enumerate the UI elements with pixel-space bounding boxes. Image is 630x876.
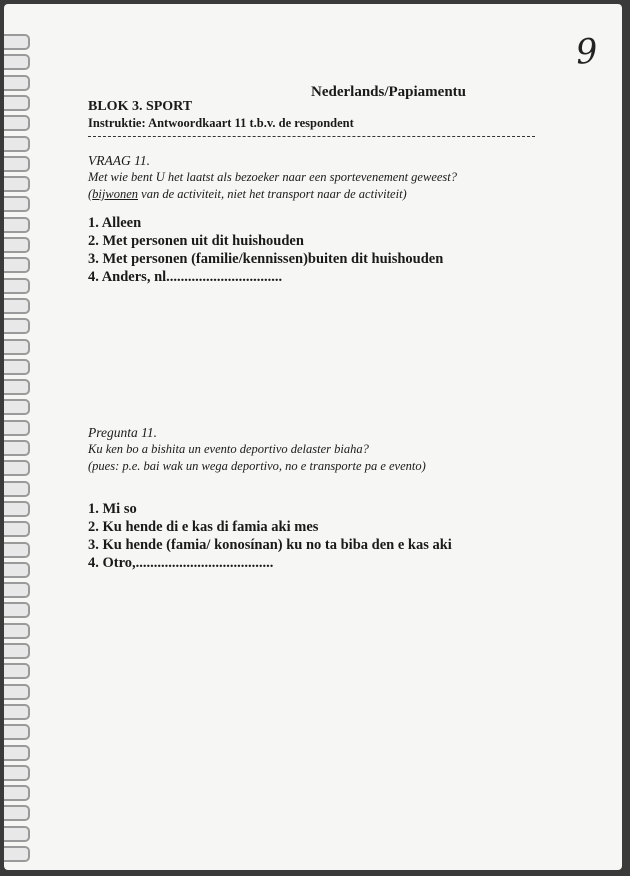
- binding-ring: [4, 562, 30, 578]
- binding-ring: [4, 501, 30, 517]
- binding-ring: [4, 440, 30, 456]
- option: 3. Met personen (familie/kennissen)buiten dit huishouden: [88, 251, 444, 267]
- binding-ring: [4, 54, 30, 70]
- binding-ring: [4, 826, 30, 842]
- binding-ring: [4, 196, 30, 212]
- question-note: (pues: p.e. bai wak un wega deportivo, no e transporte pa e evento): [88, 459, 426, 473]
- binding-ring: [4, 217, 30, 233]
- binding-ring: [4, 704, 30, 720]
- option: 1. Mi so: [88, 501, 137, 517]
- binding-ring: [4, 136, 30, 152]
- binding-ring: [4, 542, 30, 558]
- binding-ring: [4, 339, 30, 355]
- binding-ring: [4, 805, 30, 821]
- binding-ring: [4, 481, 30, 497]
- question-title: VRAAG 11.: [88, 153, 150, 168]
- binding-ring: [4, 318, 30, 334]
- binding-ring: [4, 379, 30, 395]
- binding-ring: [4, 521, 30, 537]
- dutch-question: [88, 152, 457, 203]
- question-title: Pregunta 11.: [88, 425, 157, 440]
- binding-ring: [4, 684, 30, 700]
- binding-ring: [4, 643, 30, 659]
- option: 4. Anders, nl................................: [88, 269, 283, 285]
- binding-ring: [4, 156, 30, 172]
- option: 2. Ku hende di e kas di famia aki mes: [88, 519, 319, 535]
- question-text: Met wie bent U het laatst als bezoeker naar een sportevenement geweest?: [88, 170, 458, 184]
- binding-ring: [4, 785, 30, 801]
- question-text: Ku ken bo a bishita un evento deportivo delaster biaha?: [88, 442, 369, 456]
- binding-ring: [4, 460, 30, 476]
- option: 4. Otro,......................................: [88, 555, 274, 571]
- binding-ring: [4, 359, 30, 375]
- document-page: [4, 4, 622, 870]
- handwritten-page-number: 9: [574, 31, 600, 73]
- binding-ring: [4, 95, 30, 111]
- binding-ring: [4, 724, 30, 740]
- papiamentu-question: [88, 424, 426, 475]
- option: 2. Met personen uit dit huishouden: [88, 233, 304, 249]
- binding-ring: [4, 298, 30, 314]
- option: 3. Ku hende (famia/ konosínan) ku no ta biba den e kas aki: [88, 537, 452, 553]
- divider: [88, 136, 535, 137]
- binding-ring: [4, 176, 30, 192]
- binding-ring: [4, 399, 30, 415]
- instruction: Instruktie: Antwoordkaart 11 t.b.v. de respondent: [88, 116, 354, 130]
- binding-ring: [4, 602, 30, 618]
- binding-ring: [4, 663, 30, 679]
- binding-ring: [4, 278, 30, 294]
- binding-ring: [4, 257, 30, 273]
- question-note: (bijwonen van de activiteit, niet het transport naar de activiteit): [88, 187, 407, 201]
- binding-ring: [4, 623, 30, 639]
- block-title: BLOK 3. SPORT: [88, 99, 193, 114]
- binding-ring: [4, 582, 30, 598]
- binding-ring: [4, 75, 30, 91]
- binding-ring: [4, 745, 30, 761]
- language-label: Nederlands/Papiamentu: [311, 84, 467, 100]
- binding-ring: [4, 237, 30, 253]
- option: 1. Alleen: [88, 215, 142, 231]
- binding-ring: [4, 765, 30, 781]
- dutch-options: [88, 214, 443, 286]
- binding-ring: [4, 420, 30, 436]
- papiamentu-options: [88, 500, 452, 572]
- binding-ring: [4, 34, 30, 50]
- binding-ring: [4, 846, 30, 862]
- binding-ring: [4, 115, 30, 131]
